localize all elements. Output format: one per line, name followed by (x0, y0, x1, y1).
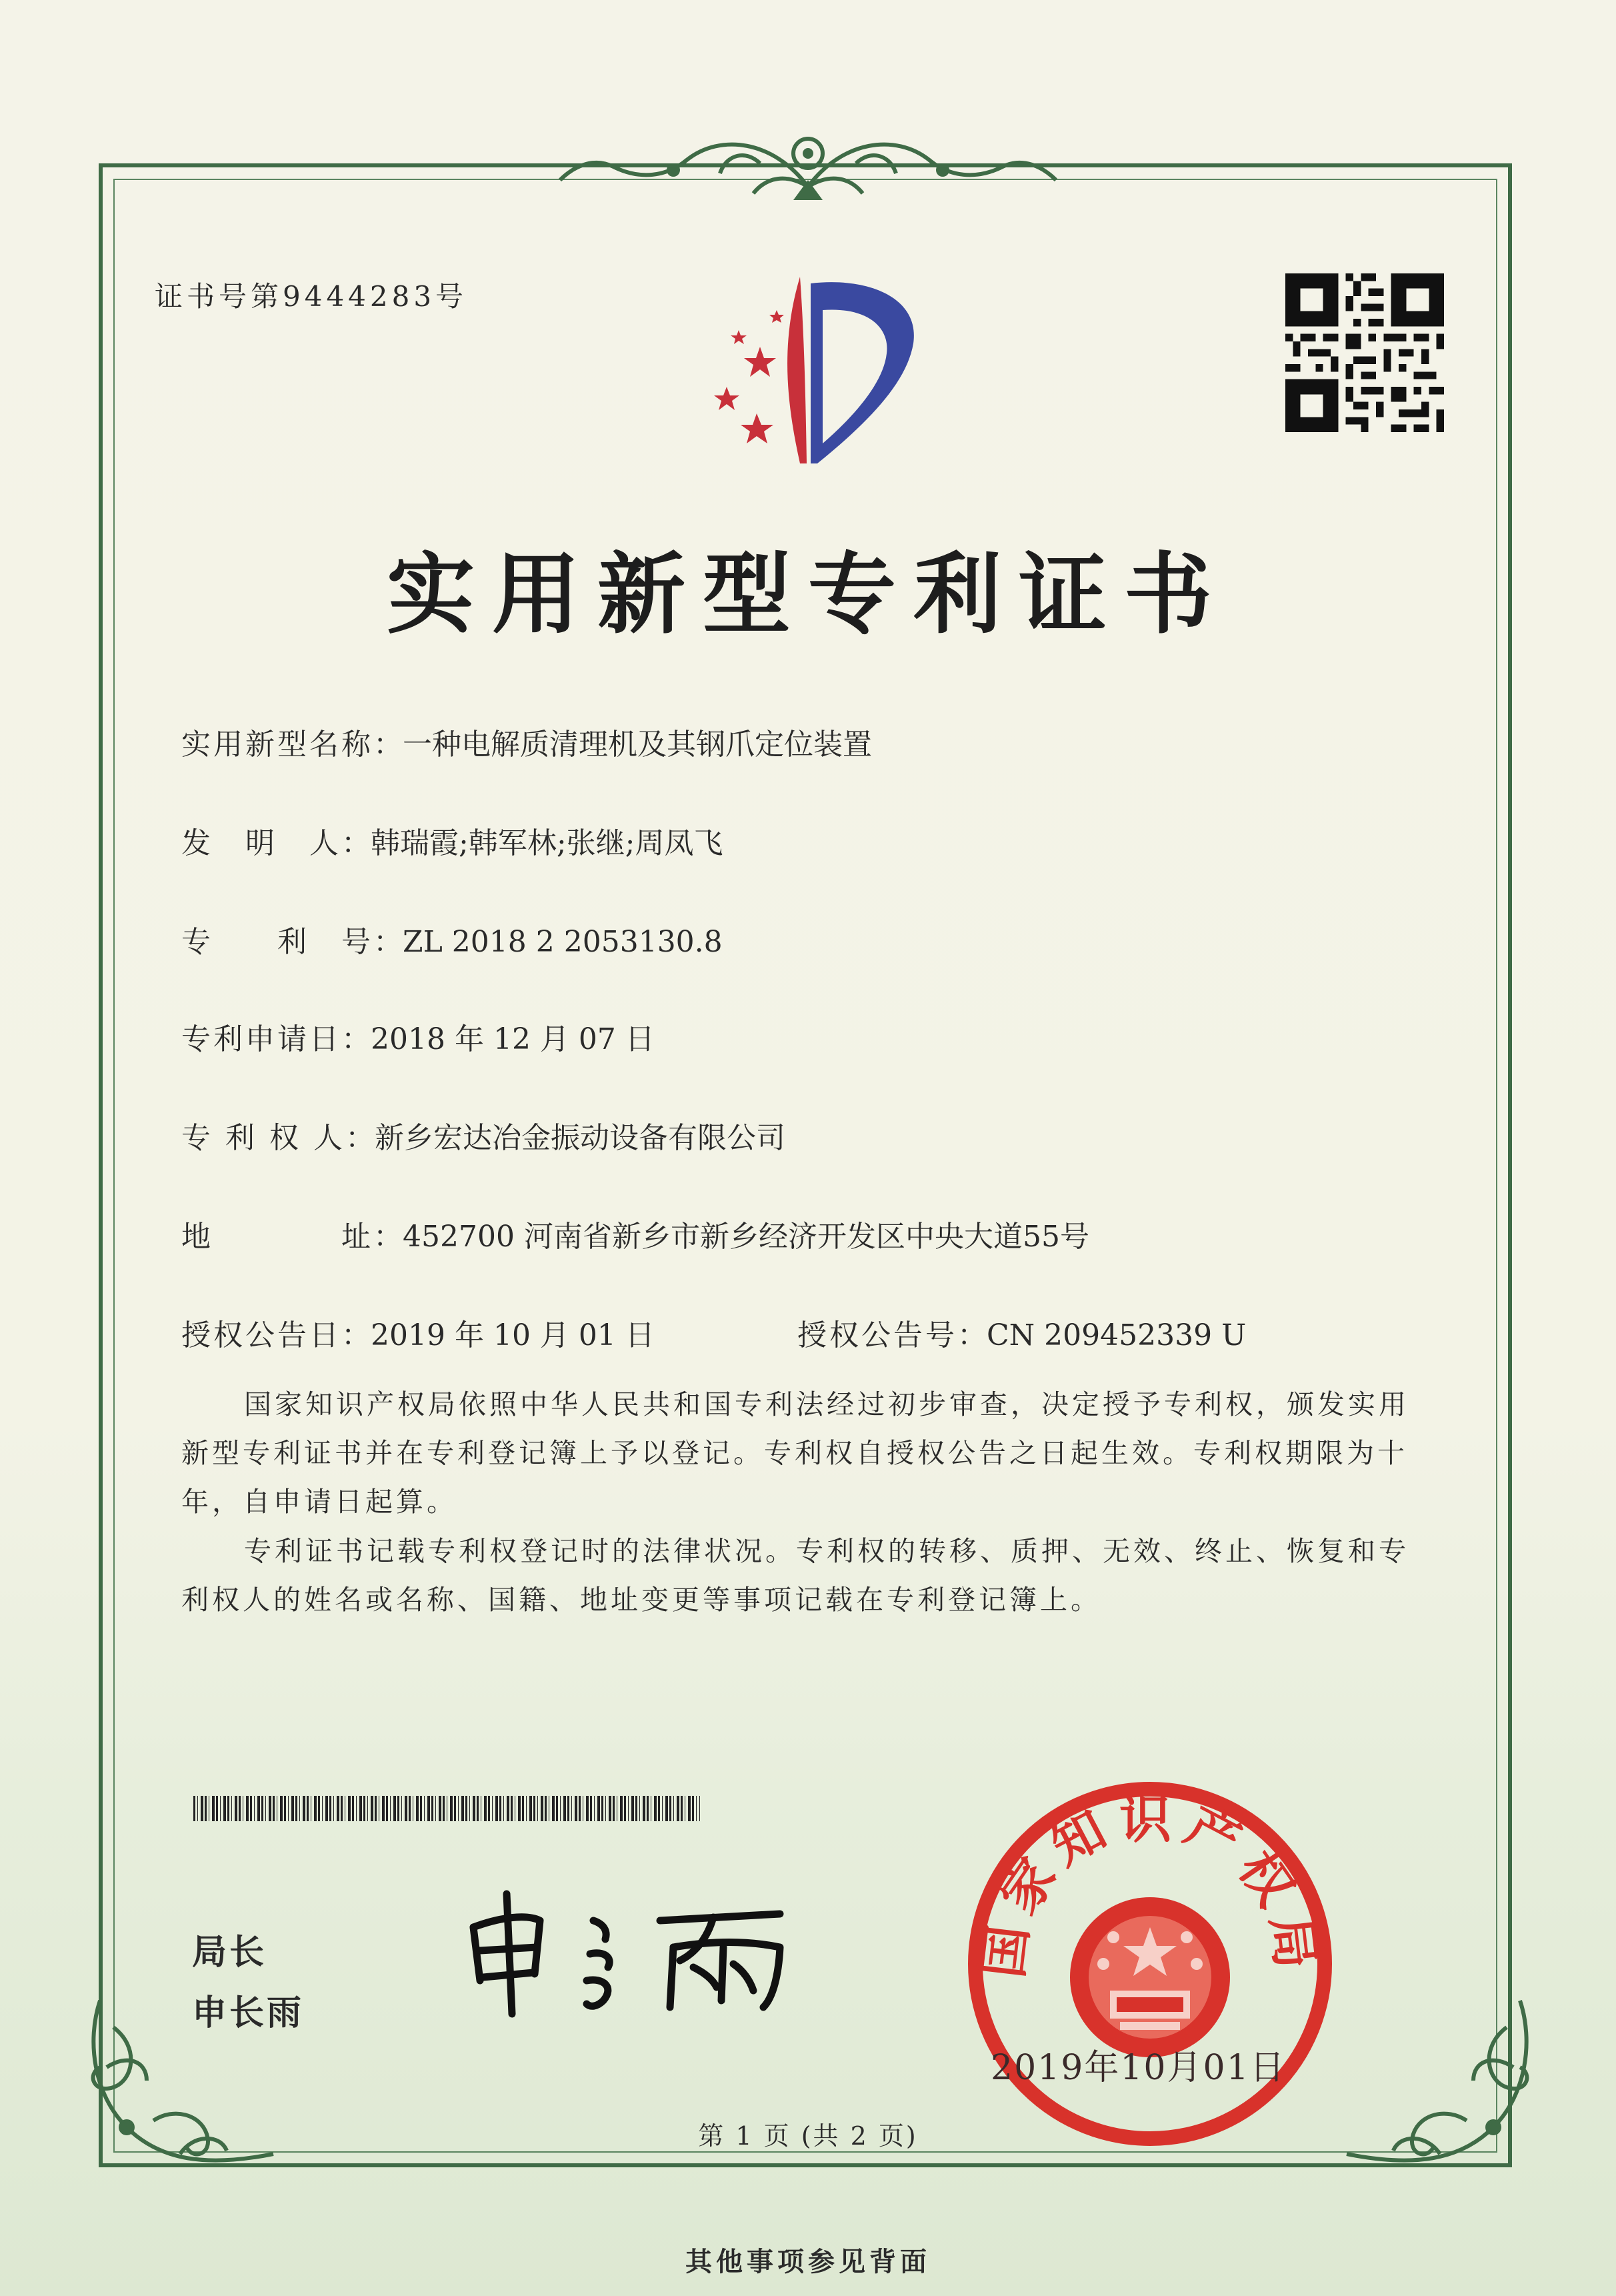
field-grant-date-value: 2019 年 10 月 01 日 (371, 1318, 655, 1352)
official-seal (960, 1774, 1340, 2154)
colon-separator: ： (341, 1318, 371, 1352)
seal-date: 2019年10月01日 (991, 2048, 1286, 2088)
statement-paragraph-1: 国家知识产权局依照中华人民共和国专利法经过初步审查，决定授予专利权，颁发实用新型专利证书并在专利登记簿上予以登记。专利权自授权公告之日起生效。专利权期限为十年，自申请日起算。 (181, 1388, 1409, 1518)
footer-note: 其他事项参见背面 (685, 2246, 931, 2277)
field-patent-no-value: ZL 2018 2 2053130.8 (403, 925, 723, 959)
field-inventors-value: 韩瑞霞;韩军林;张继;周凤飞 (371, 826, 723, 860)
colon-separator: ： (341, 1022, 371, 1056)
field-inventors-label: 发 明 人 (181, 826, 341, 860)
field-patent-no (181, 918, 723, 960)
field-apply-date-label: 专利申请日 (181, 1022, 341, 1056)
seal-text: 国家知识产权局 (973, 1790, 1327, 1981)
top-ornament-icon (553, 113, 1063, 213)
field-patentee-value: 新乡宏达冶金振动设备有限公司 (374, 1121, 785, 1155)
field-grant-date (181, 1311, 655, 1354)
field-grant-date-label: 授权公告日 (181, 1318, 341, 1352)
field-address (181, 1212, 1089, 1255)
colon-separator: ： (345, 1121, 375, 1155)
colon-separator: ： (373, 925, 403, 959)
field-patent-no-label: 专 利 号 (181, 925, 373, 959)
qr-code-icon (1285, 273, 1444, 432)
field-name-value: 一种电解质清理机及其钢爪定位装置 (403, 728, 872, 762)
field-address-label: 地 址 (181, 1220, 373, 1254)
colon-separator: ： (341, 826, 371, 860)
national-emblem-icon (1070, 1897, 1230, 2057)
certificate-title: 实用新型专利证书 (387, 543, 1229, 646)
statement-paragraph-2: 专利证书记载专利权登记时的法律状况。专利权的转移、质押、无效、终止、恢复和专利权人的姓名或名称、国籍、地址变更等事项记载在专利登记簿上。 (181, 1535, 1409, 1616)
field-address-value: 452700 河南省新乡市新乡经济开发区中央大道55号 (403, 1220, 1089, 1254)
colon-separator: ： (373, 728, 403, 762)
certificate-number: 证书号第9444283号 (155, 280, 468, 313)
field-grant-no (797, 1311, 1246, 1354)
patent-office-logo-icon (687, 270, 940, 470)
field-patentee (181, 1114, 785, 1156)
signature (460, 1881, 833, 2021)
field-grant-no-value: CN 209452339 U (987, 1318, 1247, 1352)
director-name: 申长雨 (192, 1993, 305, 2033)
field-apply-date (181, 1015, 655, 1058)
barcode (193, 1796, 700, 1821)
field-name (181, 720, 872, 763)
page-info: 第 1 页 (共 2 页) (698, 2121, 918, 2151)
field-inventors (181, 819, 723, 862)
field-grant-no-label: 授权公告号 (797, 1318, 957, 1352)
director-title: 局长 (192, 1933, 267, 1973)
field-apply-date-value: 2018 年 12 月 07 日 (371, 1022, 655, 1056)
colon-separator: ： (373, 1220, 403, 1254)
field-patentee-label: 专 利 权 人 (181, 1121, 345, 1155)
bottom-right-ornament-icon (1327, 1987, 1547, 2201)
colon-separator: ： (957, 1318, 987, 1352)
field-name-label: 实用新型名称 (181, 728, 373, 762)
